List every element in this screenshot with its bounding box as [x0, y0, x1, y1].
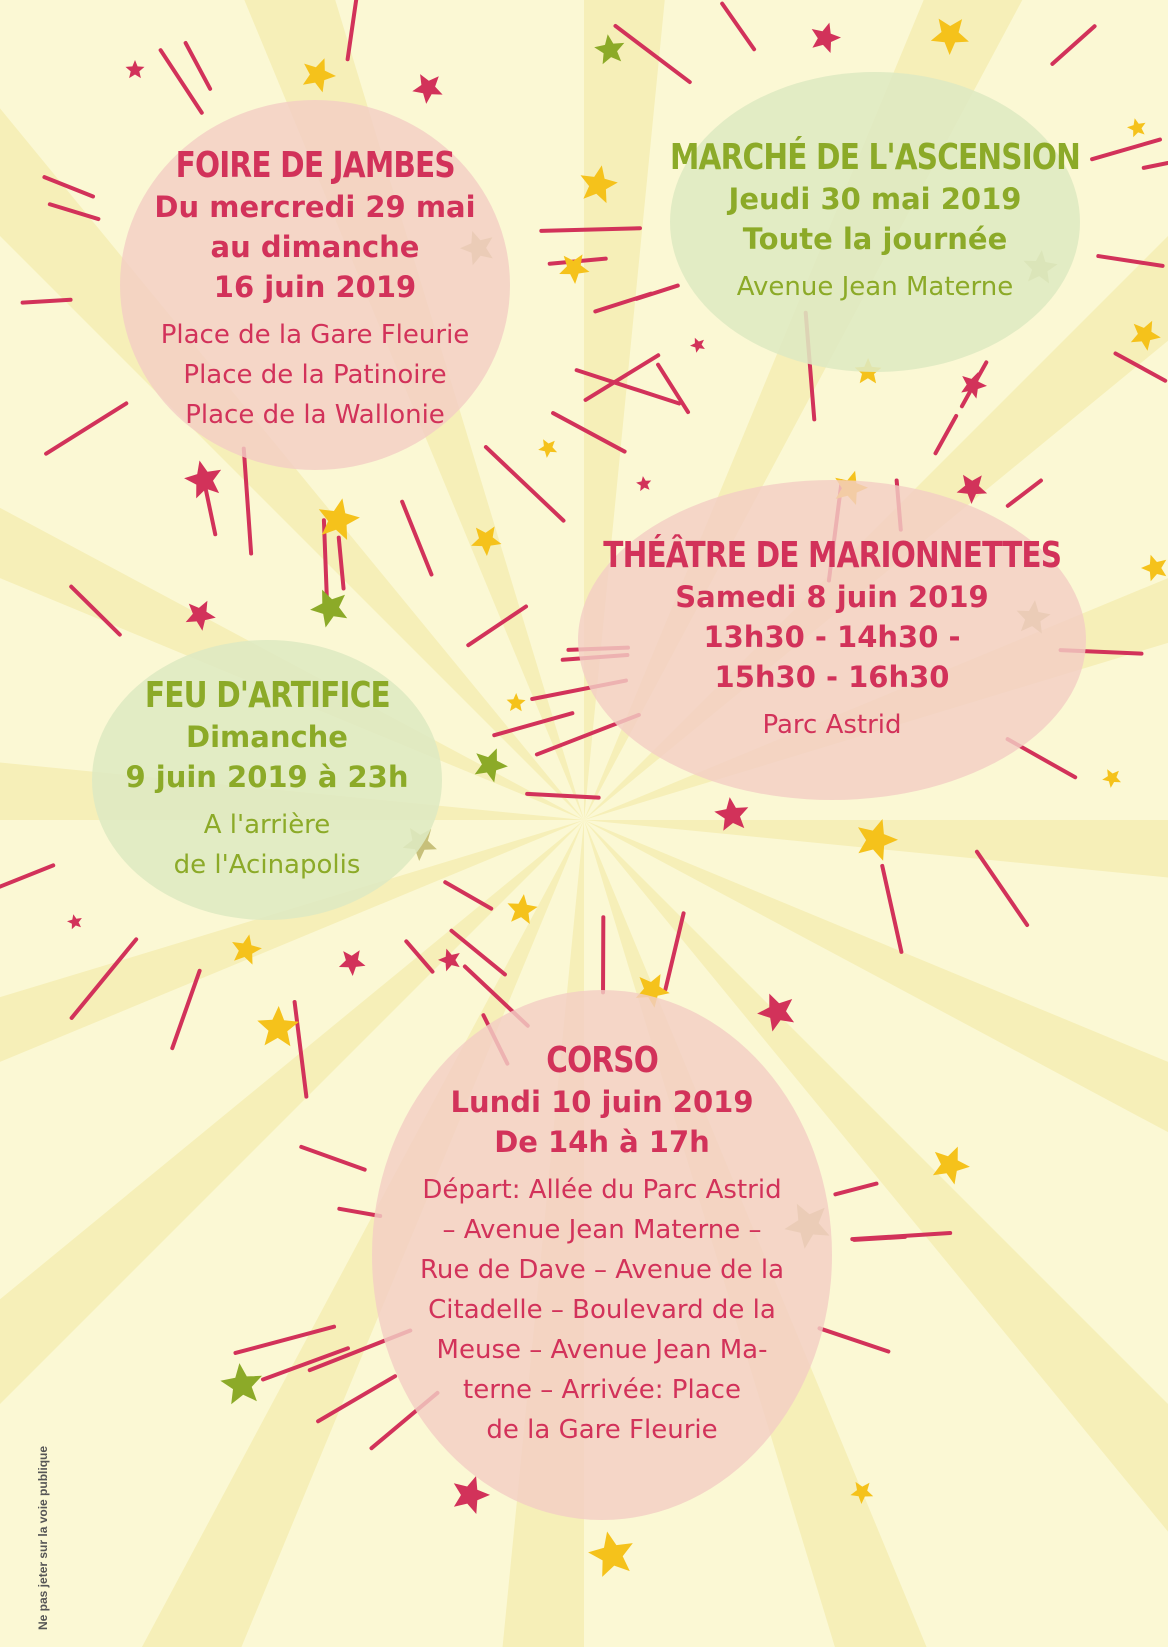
event-title: THÉÂTRE DE MARIONNETTES	[603, 535, 1061, 576]
event-place-line: terne – Arrivée: Place	[463, 1375, 741, 1405]
star-icon	[339, 950, 366, 976]
star-icon	[220, 1363, 262, 1404]
star-icon	[1127, 118, 1146, 137]
star-icon	[257, 1006, 299, 1046]
event-title: FEU D'ARTIFICE	[144, 675, 390, 716]
firework-streak	[1008, 481, 1041, 506]
firework-streak	[0, 865, 53, 894]
event-place-line: Place de la Gare Fleurie	[160, 320, 470, 350]
firework-streak	[1052, 26, 1094, 64]
event-place-line: Parc Astrid	[762, 710, 902, 740]
star-icon	[67, 914, 82, 929]
firework-streak	[486, 447, 564, 521]
event-title: FOIRE DE JAMBES	[175, 145, 455, 186]
event-feu-artifice	[92, 640, 442, 920]
firework-streak	[722, 4, 754, 50]
event-date-line: au dimanche	[210, 230, 420, 264]
event-place	[161, 315, 470, 435]
event-date-line: Lundi 10 juin 2019	[450, 1085, 754, 1119]
star-icon	[812, 23, 841, 53]
footer-note: Ne pas jeter sur la voie publique	[36, 1445, 50, 1630]
star-icon	[1141, 555, 1166, 582]
event-date-line: Du mercredi 29 mai	[154, 190, 476, 224]
star-icon	[961, 372, 987, 399]
event-place-line: Avenue Jean Materne	[736, 272, 1014, 302]
event-date-line: De 14h à 17h	[494, 1125, 710, 1159]
event-date-line: Toute la journée	[742, 222, 1008, 256]
star-icon	[690, 338, 705, 353]
star-icon	[1102, 769, 1121, 788]
firework-streak	[348, 0, 357, 59]
event-place-line: A l'arrière	[203, 810, 331, 840]
firework-streak	[658, 365, 688, 412]
firework-streak	[445, 882, 491, 908]
event-date-line: 13h30 - 14h30 -	[703, 620, 961, 654]
event-place	[420, 1170, 784, 1450]
event-date-line: 15h30 - 16h30	[714, 660, 950, 694]
firework-streak	[820, 1328, 889, 1351]
event-place-line: Citadelle – Boulevard de la	[428, 1295, 776, 1325]
star-icon	[412, 74, 442, 104]
firework-streak	[882, 866, 901, 952]
event-place	[174, 805, 361, 885]
firework-streak	[402, 502, 431, 575]
firework-streak	[46, 403, 126, 453]
event-place-line: Départ: Allée du Parc Astrid	[422, 1175, 782, 1205]
star-icon	[126, 60, 145, 78]
event-place	[737, 267, 1013, 307]
firework-streak	[494, 713, 572, 735]
event-place-line: – Avenue Jean Materne –	[442, 1215, 762, 1245]
event-date-line: 9 juin 2019 à 23h	[125, 760, 409, 794]
event-place-line: Meuse – Avenue Jean Ma-	[436, 1335, 768, 1365]
firework-streak	[23, 300, 71, 303]
firework-streak	[186, 43, 210, 89]
star-icon	[507, 693, 526, 711]
event-title: MARCHÉ DE L'ASCENSION	[669, 137, 1081, 178]
event-foire-de-jambes	[120, 100, 510, 470]
firework-streak	[1144, 148, 1168, 168]
firework-streak	[301, 1147, 364, 1170]
event-place-line: de la Gare Fleurie	[486, 1415, 718, 1445]
firework-streak	[1092, 140, 1160, 160]
firework-streak	[835, 1184, 876, 1195]
star-icon	[184, 461, 221, 499]
firework-streak	[541, 228, 640, 231]
star-icon	[538, 439, 557, 458]
event-date-line: 16 juin 2019	[213, 270, 417, 304]
star-icon	[636, 476, 651, 491]
event-date-line: Jeudi 30 mai 2019	[728, 182, 1022, 216]
event-corso	[372, 990, 832, 1520]
firework-streak	[935, 416, 956, 453]
event-place	[762, 705, 901, 745]
event-title: CORSO	[546, 1040, 658, 1081]
event-date-line: Samedi 8 juin 2019	[675, 580, 989, 614]
event-place-line: Rue de Dave – Avenue de la	[419, 1255, 785, 1285]
event-marche-ascension	[670, 72, 1080, 372]
star-icon	[588, 1532, 633, 1577]
event-place-line: de l'Acinapolis	[173, 850, 361, 880]
event-date-line: Dimanche	[186, 720, 348, 754]
event-place-line: Place de la Patinoire	[183, 360, 447, 390]
event-theatre-marionnettes	[578, 480, 1086, 800]
firework-streak	[451, 931, 504, 975]
event-place-line: Place de la Wallonie	[185, 400, 445, 430]
